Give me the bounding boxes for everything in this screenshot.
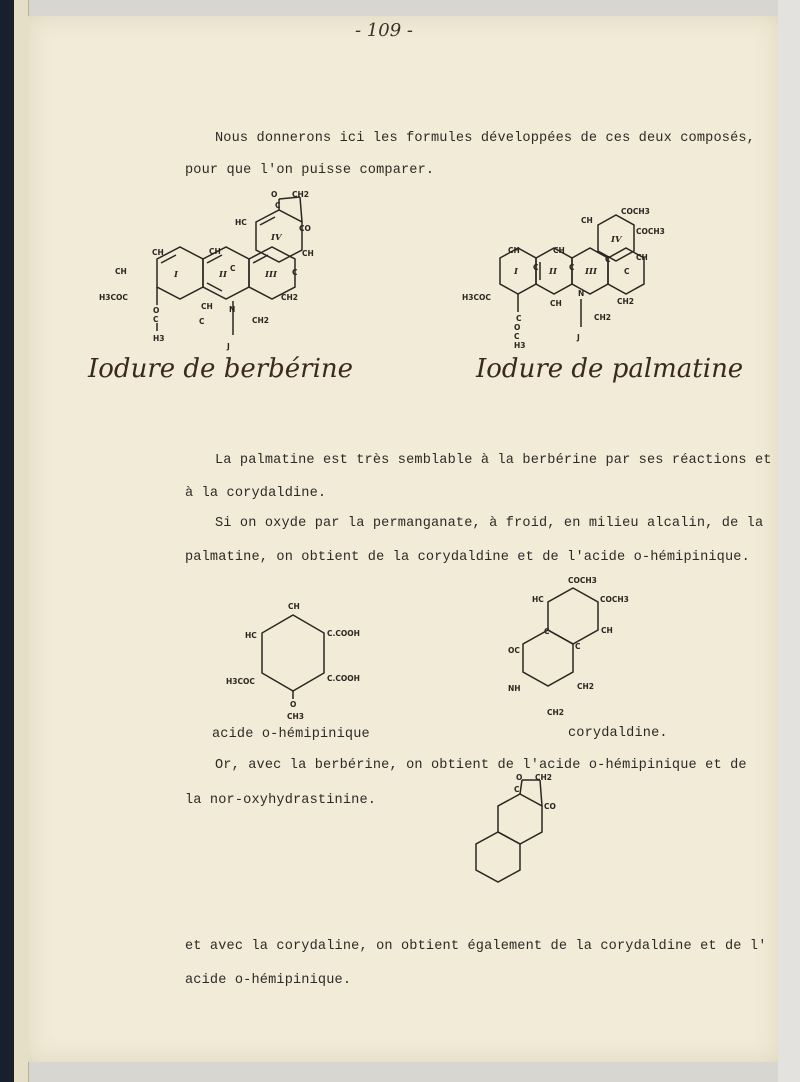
palm-line-2: à la corydaldine. [185, 486, 327, 501]
palmatine-structure [460, 200, 690, 360]
caption-berberine: Iodure de berbérine [88, 354, 354, 384]
label-c-low: C [516, 314, 522, 323]
label-hc: HC [532, 595, 544, 604]
ring-ii: II [219, 270, 227, 280]
label-c-o: C [153, 315, 159, 324]
label-ch: CH [288, 602, 300, 611]
label-o: O [516, 773, 523, 782]
label-co: CO [299, 224, 311, 233]
label-ch2-2: CH2 [281, 293, 298, 302]
label-c-1: C [544, 627, 550, 636]
label-c-3: C [605, 255, 611, 264]
label-c: C [514, 785, 520, 794]
label-h3coc: H3COC [462, 293, 491, 302]
label-ch2-1: CH2 [292, 190, 309, 199]
label-ch-b: CH [508, 246, 520, 255]
label-o: O [514, 323, 521, 332]
ring-iii: III [265, 270, 277, 280]
label-ch-r: CH [302, 249, 314, 258]
caption-corydaldine: corydaldine. [568, 726, 668, 741]
label-ch2-3: CH2 [252, 316, 269, 325]
label-coch3-a: COCH3 [621, 207, 650, 216]
nor-oxyhydrastinine-structure [470, 772, 580, 917]
ring-i: I [174, 270, 178, 280]
caption-palmatine: Iodure de palmatine [476, 354, 744, 384]
label-coch3-a: COCH3 [568, 576, 597, 585]
label-h3: H3 [153, 334, 165, 343]
label-hc: HC [245, 631, 257, 640]
ox-line-2: palmatine, on obtient de la corydaldine et de l'acide o-hémipinique. [185, 550, 750, 565]
label-hc: HC [235, 218, 247, 227]
corydaldine-structure [500, 572, 660, 722]
label-ch2-b: CH2 [547, 708, 564, 717]
label-j: J [577, 333, 580, 342]
label-ch2-a: CH2 [617, 297, 634, 306]
label-ch2-b: CH2 [594, 313, 611, 322]
label-co: CO [544, 802, 556, 811]
label-c-2: C [575, 642, 581, 651]
label-c-right: C [292, 268, 298, 277]
label-ch: CH [601, 626, 613, 635]
berberine-structure [95, 185, 335, 365]
label-ch-a: CH [152, 248, 164, 257]
label-o-1: O [271, 190, 278, 199]
label-coch3-b: COCH3 [636, 227, 665, 236]
ring-iv: IV [611, 235, 622, 245]
caption-hemipinic: acide o-hémipinique [212, 727, 370, 742]
label-ch-low: CH [201, 302, 213, 311]
cor-line-2: acide o-hémipinique. [185, 973, 352, 988]
label-ccooh-2: C.COOH [327, 674, 360, 683]
label-c-2: C [569, 263, 575, 272]
page-number: - 109 - [355, 20, 413, 41]
cor-line-1: et avec la corydaline, on obtient également de la corydaldine et de l' [185, 939, 767, 954]
ring-i: I [514, 267, 518, 277]
label-ch-c: CH [553, 246, 565, 255]
ring-iii: III [585, 267, 597, 277]
ring-ii: II [549, 267, 557, 277]
ox-line-1: Si on oxyde par la permanganate, à froid, en milieu alcalin, de la [215, 516, 764, 531]
label-nh: NH [508, 684, 521, 693]
label-ch-left: CH [115, 267, 127, 276]
label-h3coc: H3COC [99, 293, 128, 302]
label-c-low: C [199, 317, 205, 326]
label-c-mid: C [230, 264, 236, 273]
label-ch-low: CH [550, 299, 562, 308]
label-ch-r: CH [636, 253, 648, 262]
label-n: N [229, 305, 236, 314]
label-n: N [578, 289, 585, 298]
hemipinic-acid-structure [220, 595, 380, 725]
label-c-1: C [533, 263, 539, 272]
label-ccooh-1: C.COOH [327, 629, 360, 638]
ring-iv: IV [271, 233, 282, 243]
or-line-2: la nor-oxyhydrastinine. [185, 793, 377, 808]
intro-line-1: Nous donnerons ici les formules développées de ces deux composés, [215, 131, 755, 146]
label-c-o: C [514, 332, 520, 341]
label-ch3: CH3 [287, 712, 304, 721]
label-c-top: C [275, 201, 281, 210]
label-oc: OC [508, 646, 520, 655]
palm-line-1: La palmatine est très semblable à la berbérine par ses réactions et [215, 453, 772, 468]
intro-line-2: pour que l'on puisse comparer. [185, 163, 435, 178]
or-line-1: Or, avec la berbérine, on obtient de l'acide o-hémipinique et de [215, 758, 747, 773]
label-coch3-b: COCH3 [600, 595, 629, 604]
label-ch-b: CH [209, 247, 221, 256]
label-ch2-a: CH2 [577, 682, 594, 691]
label-j: J [227, 342, 230, 351]
label-ch2: CH2 [535, 773, 552, 782]
label-h3: H3 [514, 341, 526, 350]
label-h3coc: H3COC [226, 677, 255, 686]
label-c-4: C [624, 267, 630, 276]
label-o: O [290, 700, 297, 709]
label-ch-a: CH [581, 216, 593, 225]
label-o-2: O [153, 306, 160, 315]
